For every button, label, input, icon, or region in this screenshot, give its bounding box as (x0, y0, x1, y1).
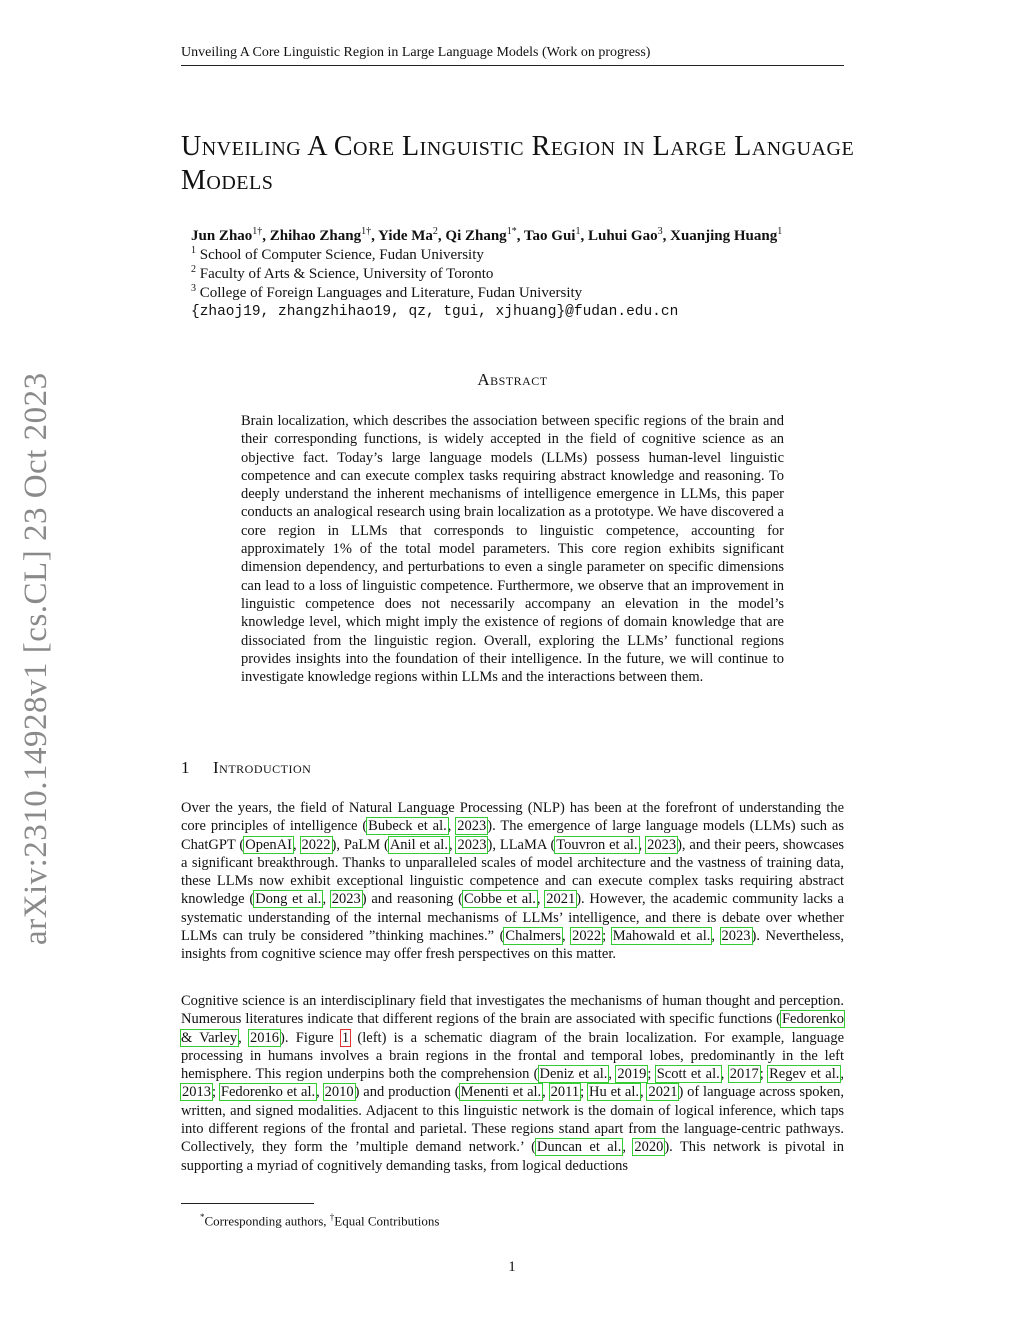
citation-link[interactable]: 2010 (324, 1084, 354, 1101)
section-title: Introduction (213, 758, 312, 777)
affiliation-text: School of Computer Science, Fudan University (199, 247, 484, 263)
body-text: , (840, 1066, 844, 1083)
body-text: , (638, 836, 647, 853)
body-text: ). Nevertheless, insights from cognitive science may offer fresh perspectives on this matter. (181, 928, 845, 963)
author-name: Xuanjing Huang (670, 228, 778, 244)
footnote-divider (181, 1203, 314, 1204)
body-text: ; (602, 928, 612, 945)
citation-link[interactable]: 2022 (572, 928, 602, 945)
body-text: Over the years, the field of Natural Language Processing (NLP) has been at the forefront of understanding the core principles of intelligence ( (181, 800, 844, 835)
citation-link[interactable]: Anil et al. (389, 836, 448, 853)
body-text: , (608, 1066, 617, 1083)
body-text: , (292, 836, 301, 853)
citation-link[interactable]: 2020 (634, 1139, 664, 1156)
citation-link[interactable]: Duncan et al. (536, 1139, 622, 1156)
citation-link[interactable]: 2016 (250, 1029, 280, 1046)
author-affiliation-mark: 1† (252, 226, 263, 237)
author-name: Luhui Gao (587, 228, 658, 244)
body-text: ). Figure (280, 1029, 341, 1046)
body-text: , (536, 891, 546, 908)
body-text: , (322, 891, 331, 908)
author-separator: , (262, 228, 270, 244)
author-separator: , (437, 228, 446, 244)
citation-link[interactable]: Dong et al. (255, 891, 322, 908)
body-text: , (238, 1029, 250, 1046)
citation-link[interactable]: 2021 (648, 1084, 678, 1101)
body-text: ; (212, 1084, 220, 1101)
author-block (191, 227, 891, 322)
body-text: , (561, 928, 572, 945)
body-text: Cognitive science is an interdisciplinary field that investigates the mechanisms of human thought and perception. Numerous literatures indicate that different regions of the brain are associated with specific functions ( (181, 993, 844, 1028)
footnote-mark-star: * (200, 1212, 205, 1222)
body-text: , (447, 818, 457, 835)
citation-link[interactable]: Deniz et al. (539, 1066, 608, 1083)
author-separator: , (371, 228, 379, 244)
citation-link[interactable]: 2023 (647, 836, 677, 853)
abstract-text: Brain localization, which describes the association between specific regions of the brain and their corresponding functions, is widely accepted in the field of cognitive science as an objective fact. Today’s large language models (LLMs) possess human-level linguistic competence and can execute complex tasks requiring abstract knowledge and reasoning. To deeply understand the inherent mechanisms of intelligence emergence in LLMs, this paper conducts an analogical research using brain localization as a prototype. We have discovered a core region in LLMs that corresponds to linguistic competence, accounting for approximately 1% of the total model parameters. This core region exhibits significant dimension dependency, and perturbations to even a single parameter on specific dimensions can lead to a loss of linguistic competence. Furthermore, we observe that an improvement in linguistic competence does not necessarily accompany an elevation in the model’s knowledge level, which might imply the existence of regions of domain knowledge that are dissociated from the linguistic region. Overall, exploring the LLMs’ functional regions provides insights into the foundation of their intelligence. In the future, we will continue to investigate knowledge regions within LLMs and the interactions between them. (241, 413, 784, 686)
author-affiliation-mark: 2 (432, 226, 438, 237)
body-text: ). The emergence of large language models (LLMs) such as ChatGPT ( (181, 818, 844, 853)
body-text: ). This network is pivotal in supporting a myriad of cognitively demanding tasks, from logical deductions (181, 1139, 844, 1174)
body-text: , (720, 1066, 729, 1083)
intro-paragraph-2 (181, 992, 844, 1175)
citation-link[interactable]: 2021 (546, 891, 576, 908)
footnote-mark-dagger: † (329, 1212, 335, 1222)
citation-link[interactable]: Menenti et al. (460, 1084, 542, 1101)
body-text: (left) is a schematic diagram of the brain localization. For example, language processing in humans involves a brain regions in the frontal and temporal lobes, predominantly in the left hemisphere. This region underpins both the comprehension ( (181, 1029, 845, 1083)
citation-link[interactable]: Hu et al. (589, 1084, 639, 1101)
author-affiliation-mark: 1† (361, 226, 372, 237)
author-affiliation-mark: 1 (575, 226, 581, 237)
author-separator: , (580, 228, 588, 244)
author-name: Jun Zhao (191, 228, 253, 244)
author-name: Yide Ma (378, 228, 433, 244)
citation-link[interactable]: 2023 (457, 836, 487, 853)
citation-link[interactable]: Cobbe et al. (463, 891, 536, 908)
body-text: , (639, 1084, 648, 1101)
citation-link[interactable]: 2017 (729, 1066, 759, 1083)
citation-link[interactable]: Bubeck et al. (368, 818, 447, 835)
body-text: ), LLaMA ( (487, 836, 556, 853)
affiliation (191, 265, 891, 284)
citation-link[interactable]: Chalmers (505, 928, 561, 945)
page-number: 1 (508, 1259, 516, 1275)
citation-link[interactable]: 2023 (331, 891, 361, 908)
citation-link[interactable]: 2011 (550, 1084, 580, 1101)
citation-link[interactable]: 2013 (182, 1084, 211, 1101)
paper-title: Unveiling A Core Linguistic Region in Large Language Models (181, 131, 855, 196)
citation-link[interactable]: Regev et al. (769, 1066, 840, 1083)
body-text: , (622, 1139, 634, 1156)
citation-link[interactable]: 2023 (721, 928, 751, 945)
body-text: ) of language across spoken, written, and signed modalities. Adjacent to this linguistic network is the domain of logical inference, which taps into different regions of the frontal and parietal. These regions stand apart from the language-centric pathways. Collectively, they form the ’multiple demand network.’ ( (181, 1084, 845, 1156)
citation-link[interactable]: Fedorenko et al. (220, 1084, 316, 1101)
author-affiliation-mark: 3 (657, 226, 663, 237)
abstract-heading: Abstract (477, 370, 548, 389)
author-separator: , (516, 228, 524, 244)
body-text: , (711, 928, 721, 945)
affiliation (191, 246, 891, 265)
author-emails: {zhaoj19, zhangzhihao19, qz, tgui, xjhuang}@fudan.edu.cn (191, 304, 679, 320)
author-name: Zhihao Zhang (269, 228, 362, 244)
author-affiliation-mark: 1 (777, 226, 783, 237)
affiliation-list (191, 246, 891, 303)
affiliation-text: Faculty of Arts & Science, University of Toronto (199, 266, 494, 282)
body-text: ), and their peers, showcases a significant breakthrough. Thanks to unparalleled scales of model architecture and the vastness of training data, these LLMs now exhibit exceptional linguistic competence and can execute complex tasks requiring abstract knowledge ( (181, 836, 845, 908)
body-text: ; (580, 1084, 588, 1101)
footnote-text-2: Equal Contributions (334, 1213, 440, 1229)
section-heading-introduction (181, 758, 844, 778)
body-text: , (316, 1084, 324, 1101)
citation-link[interactable]: 2019 (617, 1066, 647, 1083)
author-list (191, 227, 891, 246)
footnote-text-1: Corresponding authors, (204, 1213, 330, 1229)
author-affiliation-mark: 1* (506, 226, 517, 237)
affiliation (191, 284, 891, 303)
affiliation-number: 3 (191, 283, 196, 294)
body-text: ), PaLM ( (331, 836, 389, 853)
intro-paragraph-1 (181, 799, 844, 964)
citation-link[interactable]: OpenAI (245, 836, 292, 853)
author-name: Qi Zhang (445, 228, 507, 244)
citation-link[interactable]: Touvron et al. (556, 836, 638, 853)
body-text: , (542, 1084, 550, 1101)
section-number: 1 (181, 758, 190, 777)
author-name: Tao Gui (523, 228, 576, 244)
arxiv-identifier-stamp: arXiv:2310.14928v1 [cs.CL] 23 Oct 2023 (18, 372, 54, 945)
figure-reference-link[interactable]: 1 (341, 1029, 350, 1046)
author-separator: , (662, 228, 671, 244)
body-text: ; (647, 1066, 656, 1083)
body-text: , (448, 836, 457, 853)
citation-link[interactable]: 2022 (301, 836, 331, 853)
affiliation-text: College of Foreign Languages and Literature, Fudan University (199, 285, 583, 301)
affiliation-number: 1 (191, 245, 196, 256)
body-text: ) and production ( (354, 1084, 460, 1101)
body-text: ) and reasoning ( (361, 891, 463, 908)
body-text: ; (759, 1066, 769, 1083)
body-text: ). However, the academic community lacks a systematic understanding of the internal mechanisms of LLMs’ intelligence, and there is debate over whether LLMs can truly be considered ”thinking machines.” ( (181, 891, 844, 945)
citation-link[interactable]: Fedorenko & Varley (181, 1011, 844, 1046)
citation-link[interactable]: Scott et al. (656, 1066, 720, 1083)
citation-link[interactable]: 2023 (457, 818, 487, 835)
footnote (200, 1209, 439, 1229)
running-head: Unveiling A Core Linguistic Region in Large Language Models (Work on progress) (181, 44, 844, 66)
affiliation-number: 2 (191, 264, 196, 275)
citation-link[interactable]: Mahowald et al. (612, 928, 711, 945)
